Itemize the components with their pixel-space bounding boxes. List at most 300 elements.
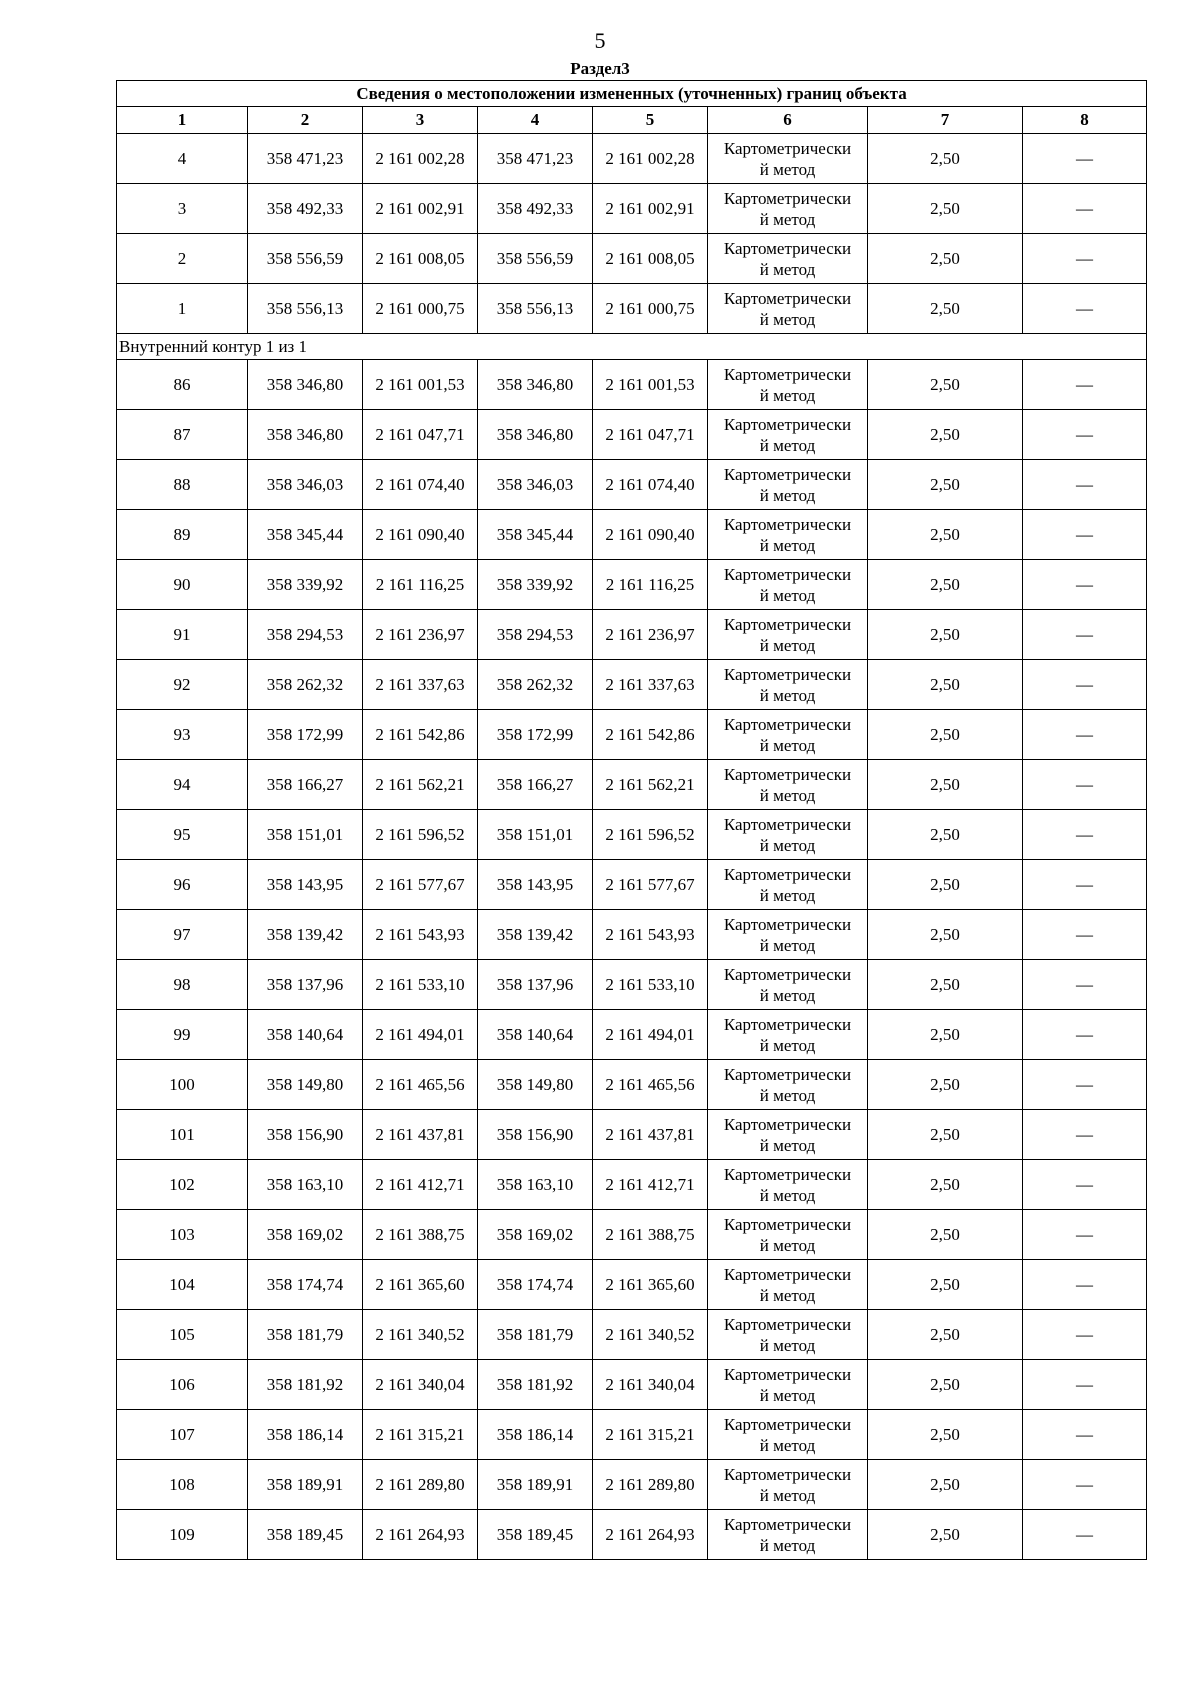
method-line: Картометрически [723, 238, 852, 258]
coord-cell: 2 161 533,10 [363, 960, 478, 1010]
coord-cell: 358 181,79 [478, 1310, 593, 1360]
table-row [117, 1460, 1147, 1510]
point-number-cell: 104 [117, 1260, 248, 1310]
point-number-cell: 92 [117, 660, 248, 710]
coord-cell: 2 161 000,75 [593, 284, 708, 334]
accuracy-cell: 2,50 [868, 960, 1023, 1010]
coord-cell: 2 161 116,25 [363, 560, 478, 610]
point-number-cell: 3 [117, 184, 248, 234]
method-cell [708, 460, 868, 510]
method-line: й метод [759, 835, 816, 855]
coord-cell: 2 161 577,67 [593, 860, 708, 910]
table-caption-row [117, 81, 1147, 107]
method-line: й метод [759, 209, 816, 229]
coord-cell: 2 161 494,01 [363, 1010, 478, 1060]
coord-cell: 358 169,02 [478, 1210, 593, 1260]
coord-cell: 358 186,14 [478, 1410, 593, 1460]
accuracy-cell: 2,50 [868, 1360, 1023, 1410]
table-row [117, 1210, 1147, 1260]
method-line: й метод [759, 1335, 816, 1355]
point-number-cell: 98 [117, 960, 248, 1010]
coord-cell: 2 161 365,60 [593, 1260, 708, 1310]
note-cell: — [1023, 410, 1147, 460]
note-cell: — [1023, 910, 1147, 960]
point-number-cell: 89 [117, 510, 248, 560]
contour-row [117, 334, 1147, 360]
method-line: й метод [759, 1535, 816, 1555]
note-cell: — [1023, 184, 1147, 234]
column-header: 8 [1023, 107, 1147, 134]
coord-cell: 2 161 289,80 [593, 1460, 708, 1510]
point-number-cell: 97 [117, 910, 248, 960]
note-cell: — [1023, 860, 1147, 910]
accuracy-cell: 2,50 [868, 1010, 1023, 1060]
accuracy-cell: 2,50 [868, 1460, 1023, 1510]
coord-cell: 358 143,95 [478, 860, 593, 910]
point-number-cell: 107 [117, 1410, 248, 1460]
coord-cell: 358 345,44 [478, 510, 593, 560]
note-cell: — [1023, 134, 1147, 184]
coord-cell: 2 161 236,97 [593, 610, 708, 660]
coord-cell: 358 294,53 [248, 610, 363, 660]
coord-cell: 2 161 289,80 [363, 1460, 478, 1510]
column-header: 6 [708, 107, 868, 134]
point-number-cell: 102 [117, 1160, 248, 1210]
method-line: Картометрически [723, 1064, 852, 1084]
coord-cell: 2 161 340,04 [363, 1360, 478, 1410]
note-cell: — [1023, 234, 1147, 284]
method-cell [708, 660, 868, 710]
method-line: Картометрически [723, 864, 852, 884]
method-line: й метод [759, 1485, 816, 1505]
method-cell [708, 134, 868, 184]
column-header: 7 [868, 107, 1023, 134]
coord-cell: 358 156,90 [248, 1110, 363, 1160]
accuracy-cell: 2,50 [868, 1060, 1023, 1110]
method-line: Картометрически [723, 764, 852, 784]
coord-cell: 2 161 577,67 [363, 860, 478, 910]
coord-cell: 358 166,27 [248, 760, 363, 810]
accuracy-cell: 2,50 [868, 710, 1023, 760]
method-cell [708, 360, 868, 410]
method-cell [708, 910, 868, 960]
point-number-cell: 86 [117, 360, 248, 410]
accuracy-cell: 2,50 [868, 134, 1023, 184]
table-row [117, 760, 1147, 810]
point-number-cell: 93 [117, 710, 248, 760]
method-line: й метод [759, 885, 816, 905]
coord-cell: 358 166,27 [478, 760, 593, 810]
method-line: й метод [759, 1135, 816, 1155]
note-cell: — [1023, 1510, 1147, 1560]
method-line: Картометрически [723, 1214, 852, 1234]
point-number-cell: 100 [117, 1060, 248, 1110]
coord-cell: 358 140,64 [248, 1010, 363, 1060]
coord-cell: 2 161 001,53 [593, 360, 708, 410]
coord-cell: 358 143,95 [248, 860, 363, 910]
coord-cell: 358 294,53 [478, 610, 593, 660]
table-row [117, 1410, 1147, 1460]
note-cell: — [1023, 1310, 1147, 1360]
table-row [117, 960, 1147, 1010]
coord-cell: 2 161 388,75 [363, 1210, 478, 1260]
coord-cell: 2 161 236,97 [363, 610, 478, 660]
point-number-cell: 87 [117, 410, 248, 460]
coord-cell: 358 346,80 [248, 360, 363, 410]
method-line: й метод [759, 535, 816, 555]
method-line: й метод [759, 385, 816, 405]
coord-cell: 358 149,80 [248, 1060, 363, 1110]
table-row [117, 710, 1147, 760]
point-number-cell: 95 [117, 810, 248, 860]
method-line: Картометрически [723, 1464, 852, 1484]
table-row [117, 1360, 1147, 1410]
method-cell [708, 760, 868, 810]
coord-cell: 2 161 437,81 [363, 1110, 478, 1160]
point-number-cell: 1 [117, 284, 248, 334]
method-cell [708, 610, 868, 660]
note-cell: — [1023, 1210, 1147, 1260]
method-cell [708, 510, 868, 560]
method-line: й метод [759, 485, 816, 505]
method-cell [708, 184, 868, 234]
point-number-cell: 108 [117, 1460, 248, 1510]
coord-cell: 358 556,13 [248, 284, 363, 334]
method-cell [708, 560, 868, 610]
method-line: Картометрически [723, 1314, 852, 1334]
coordinates-table [116, 80, 1147, 1560]
coord-cell: 2 161 008,05 [593, 234, 708, 284]
accuracy-cell: 2,50 [868, 560, 1023, 610]
coord-cell: 2 161 074,40 [593, 460, 708, 510]
table-row [117, 1160, 1147, 1210]
coord-cell: 358 151,01 [478, 810, 593, 860]
point-number-cell: 103 [117, 1210, 248, 1260]
note-cell: — [1023, 560, 1147, 610]
point-number-cell: 88 [117, 460, 248, 510]
column-header-row [117, 107, 1147, 134]
coord-cell: 358 172,99 [248, 710, 363, 760]
table-row [117, 134, 1147, 184]
method-cell [708, 1460, 868, 1510]
coord-cell: 358 346,80 [478, 360, 593, 410]
method-line: Картометрически [723, 1364, 852, 1384]
accuracy-cell: 2,50 [868, 810, 1023, 860]
table-row [117, 234, 1147, 284]
coord-cell: 358 172,99 [478, 710, 593, 760]
method-cell [708, 1360, 868, 1410]
note-cell: — [1023, 760, 1147, 810]
method-line: й метод [759, 585, 816, 605]
coord-cell: 358 471,23 [478, 134, 593, 184]
table-row [117, 184, 1147, 234]
method-line: Картометрически [723, 188, 852, 208]
method-line: Картометрически [723, 1164, 852, 1184]
method-line: й метод [759, 1085, 816, 1105]
table-row [117, 410, 1147, 460]
coord-cell: 2 161 465,56 [363, 1060, 478, 1110]
coord-cell: 358 186,14 [248, 1410, 363, 1460]
column-header: 3 [363, 107, 478, 134]
coord-cell: 358 174,74 [248, 1260, 363, 1310]
coord-cell: 358 346,80 [478, 410, 593, 460]
point-number-cell: 96 [117, 860, 248, 910]
note-cell: — [1023, 460, 1147, 510]
method-line: й метод [759, 635, 816, 655]
method-line: Картометрически [723, 714, 852, 734]
coord-cell: 358 169,02 [248, 1210, 363, 1260]
column-header: 2 [248, 107, 363, 134]
accuracy-cell: 2,50 [868, 1410, 1023, 1460]
coord-cell: 358 262,32 [248, 660, 363, 710]
coord-cell: 2 161 365,60 [363, 1260, 478, 1310]
coord-cell: 2 161 340,04 [593, 1360, 708, 1410]
table-row [117, 1010, 1147, 1060]
table-row [117, 910, 1147, 960]
coord-cell: 358 151,01 [248, 810, 363, 860]
method-cell [708, 1310, 868, 1360]
coord-cell: 358 181,92 [248, 1360, 363, 1410]
method-line: й метод [759, 735, 816, 755]
note-cell: — [1023, 1110, 1147, 1160]
method-cell [708, 1060, 868, 1110]
method-line: Картометрически [723, 964, 852, 984]
coord-cell: 2 161 002,28 [363, 134, 478, 184]
method-cell [708, 1160, 868, 1210]
coord-cell: 2 161 315,21 [593, 1410, 708, 1460]
method-line: Картометрически [723, 564, 852, 584]
method-line: й метод [759, 159, 816, 179]
method-line: й метод [759, 685, 816, 705]
coord-cell: 2 161 437,81 [593, 1110, 708, 1160]
coord-cell: 358 137,96 [478, 960, 593, 1010]
method-line: й метод [759, 1385, 816, 1405]
coord-cell: 358 189,45 [478, 1510, 593, 1560]
accuracy-cell: 2,50 [868, 660, 1023, 710]
point-number-cell: 91 [117, 610, 248, 660]
table-row [117, 660, 1147, 710]
coord-cell: 2 161 533,10 [593, 960, 708, 1010]
method-line: й метод [759, 1035, 816, 1055]
method-cell [708, 1410, 868, 1460]
method-line: Картометрически [723, 138, 852, 158]
coord-cell: 2 161 264,93 [363, 1510, 478, 1560]
method-cell [708, 234, 868, 284]
method-line: Картометрически [723, 514, 852, 534]
coord-cell: 2 161 340,52 [593, 1310, 708, 1360]
method-line: й метод [759, 1285, 816, 1305]
point-number-cell: 105 [117, 1310, 248, 1360]
coord-cell: 358 156,90 [478, 1110, 593, 1160]
method-cell [708, 1510, 868, 1560]
note-cell: — [1023, 960, 1147, 1010]
method-cell [708, 860, 868, 910]
column-header: 4 [478, 107, 593, 134]
accuracy-cell: 2,50 [868, 410, 1023, 460]
method-line: Картометрически [723, 1114, 852, 1134]
coord-cell: 358 139,42 [478, 910, 593, 960]
point-number-cell: 99 [117, 1010, 248, 1060]
accuracy-cell: 2,50 [868, 760, 1023, 810]
coord-cell: 358 181,79 [248, 1310, 363, 1360]
coord-cell: 2 161 002,28 [593, 134, 708, 184]
method-line: Картометрически [723, 1014, 852, 1034]
method-line: й метод [759, 309, 816, 329]
method-line: Картометрически [723, 1414, 852, 1434]
accuracy-cell: 2,50 [868, 1210, 1023, 1260]
method-cell [708, 710, 868, 760]
table-row [117, 510, 1147, 560]
method-cell [708, 410, 868, 460]
method-cell [708, 1110, 868, 1160]
coord-cell: 358 163,10 [478, 1160, 593, 1210]
coord-cell: 358 189,45 [248, 1510, 363, 1560]
note-cell: — [1023, 1060, 1147, 1110]
coord-cell: 2 161 047,71 [363, 410, 478, 460]
note-cell: — [1023, 1410, 1147, 1460]
note-cell: — [1023, 610, 1147, 660]
accuracy-cell: 2,50 [868, 1310, 1023, 1360]
note-cell: — [1023, 284, 1147, 334]
table-row [117, 360, 1147, 410]
point-number-cell: 106 [117, 1360, 248, 1410]
accuracy-cell: 2,50 [868, 1110, 1023, 1160]
accuracy-cell: 2,50 [868, 234, 1023, 284]
coord-cell: 2 161 340,52 [363, 1310, 478, 1360]
method-line: й метод [759, 935, 816, 955]
coord-cell: 358 556,13 [478, 284, 593, 334]
coord-cell: 358 346,03 [248, 460, 363, 510]
accuracy-cell: 2,50 [868, 1260, 1023, 1310]
accuracy-cell: 2,50 [868, 184, 1023, 234]
method-line: Картометрически [723, 914, 852, 934]
note-cell: — [1023, 1010, 1147, 1060]
coord-cell: 358 163,10 [248, 1160, 363, 1210]
note-cell: — [1023, 710, 1147, 760]
method-line: й метод [759, 259, 816, 279]
coord-cell: 2 161 562,21 [363, 760, 478, 810]
coord-cell: 2 161 543,93 [593, 910, 708, 960]
coord-cell: 2 161 008,05 [363, 234, 478, 284]
accuracy-cell: 2,50 [868, 1160, 1023, 1210]
note-cell: — [1023, 1360, 1147, 1410]
table-row [117, 1510, 1147, 1560]
table-row [117, 284, 1147, 334]
coord-cell: 2 161 337,63 [363, 660, 478, 710]
page-number: 5 [594, 28, 606, 53]
accuracy-cell: 2,50 [868, 910, 1023, 960]
coord-cell: 358 339,92 [248, 560, 363, 610]
method-line: й метод [759, 435, 816, 455]
table-row [117, 460, 1147, 510]
coord-cell: 2 161 542,86 [363, 710, 478, 760]
coord-cell: 2 161 337,63 [593, 660, 708, 710]
method-line: Картометрически [723, 464, 852, 484]
note-cell: — [1023, 660, 1147, 710]
table-row [117, 1310, 1147, 1360]
coord-cell: 2 161 002,91 [593, 184, 708, 234]
method-line: Картометрически [723, 614, 852, 634]
coord-cell: 358 471,23 [248, 134, 363, 184]
method-line: Картометрически [723, 1264, 852, 1284]
point-number-cell: 2 [117, 234, 248, 284]
column-header: 5 [593, 107, 708, 134]
method-line: Картометрически [723, 288, 852, 308]
coord-cell: 358 339,92 [478, 560, 593, 610]
method-line: Картометрически [723, 414, 852, 434]
table-row [117, 1260, 1147, 1310]
coord-cell: 2 161 596,52 [363, 810, 478, 860]
coord-cell: 358 174,74 [478, 1260, 593, 1310]
note-cell: — [1023, 810, 1147, 860]
table-row [117, 810, 1147, 860]
coord-cell: 358 345,44 [248, 510, 363, 560]
coord-cell: 358 189,91 [478, 1460, 593, 1510]
method-cell [708, 284, 868, 334]
coord-cell: 2 161 000,75 [363, 284, 478, 334]
coord-cell: 358 149,80 [478, 1060, 593, 1110]
accuracy-cell: 2,50 [868, 1510, 1023, 1560]
coord-cell: 2 161 542,86 [593, 710, 708, 760]
accuracy-cell: 2,50 [868, 284, 1023, 334]
coord-cell: 2 161 002,91 [363, 184, 478, 234]
coord-cell: 358 492,33 [248, 184, 363, 234]
method-cell [708, 1010, 868, 1060]
table-row [117, 860, 1147, 910]
method-cell [708, 960, 868, 1010]
column-header: 1 [117, 107, 248, 134]
point-number-cell: 90 [117, 560, 248, 610]
table-row [117, 1060, 1147, 1110]
coord-cell: 2 161 116,25 [593, 560, 708, 610]
table-caption: Сведения о местоположении измененных (уточненных) границ объекта [117, 81, 1147, 107]
coord-cell: 358 140,64 [478, 1010, 593, 1060]
method-line: й метод [759, 1435, 816, 1455]
table-row [117, 610, 1147, 660]
coord-cell: 358 492,33 [478, 184, 593, 234]
note-cell: — [1023, 360, 1147, 410]
method-line: Картометрически [723, 1514, 852, 1534]
table-row [117, 560, 1147, 610]
coord-cell: 2 161 001,53 [363, 360, 478, 410]
coord-cell: 358 346,80 [248, 410, 363, 460]
coord-cell: 2 161 090,40 [363, 510, 478, 560]
method-line: Картометрически [723, 364, 852, 384]
coord-cell: 2 161 412,71 [363, 1160, 478, 1210]
coord-cell: 2 161 494,01 [593, 1010, 708, 1060]
coord-cell: 358 262,32 [478, 660, 593, 710]
point-number-cell: 109 [117, 1510, 248, 1560]
method-line: Картометрически [723, 664, 852, 684]
coord-cell: 2 161 465,56 [593, 1060, 708, 1110]
coord-cell: 358 556,59 [478, 234, 593, 284]
coord-cell: 2 161 090,40 [593, 510, 708, 560]
note-cell: — [1023, 1460, 1147, 1510]
note-cell: — [1023, 1260, 1147, 1310]
coord-cell: 358 139,42 [248, 910, 363, 960]
coord-cell: 2 161 562,21 [593, 760, 708, 810]
method-line: й метод [759, 785, 816, 805]
accuracy-cell: 2,50 [868, 860, 1023, 910]
section-title: Раздел3 [570, 59, 630, 78]
accuracy-cell: 2,50 [868, 610, 1023, 660]
coord-cell: 2 161 264,93 [593, 1510, 708, 1560]
coord-cell: 2 161 596,52 [593, 810, 708, 860]
coord-cell: 2 161 047,71 [593, 410, 708, 460]
accuracy-cell: 2,50 [868, 360, 1023, 410]
coord-cell: 2 161 388,75 [593, 1210, 708, 1260]
point-number-cell: 101 [117, 1110, 248, 1160]
